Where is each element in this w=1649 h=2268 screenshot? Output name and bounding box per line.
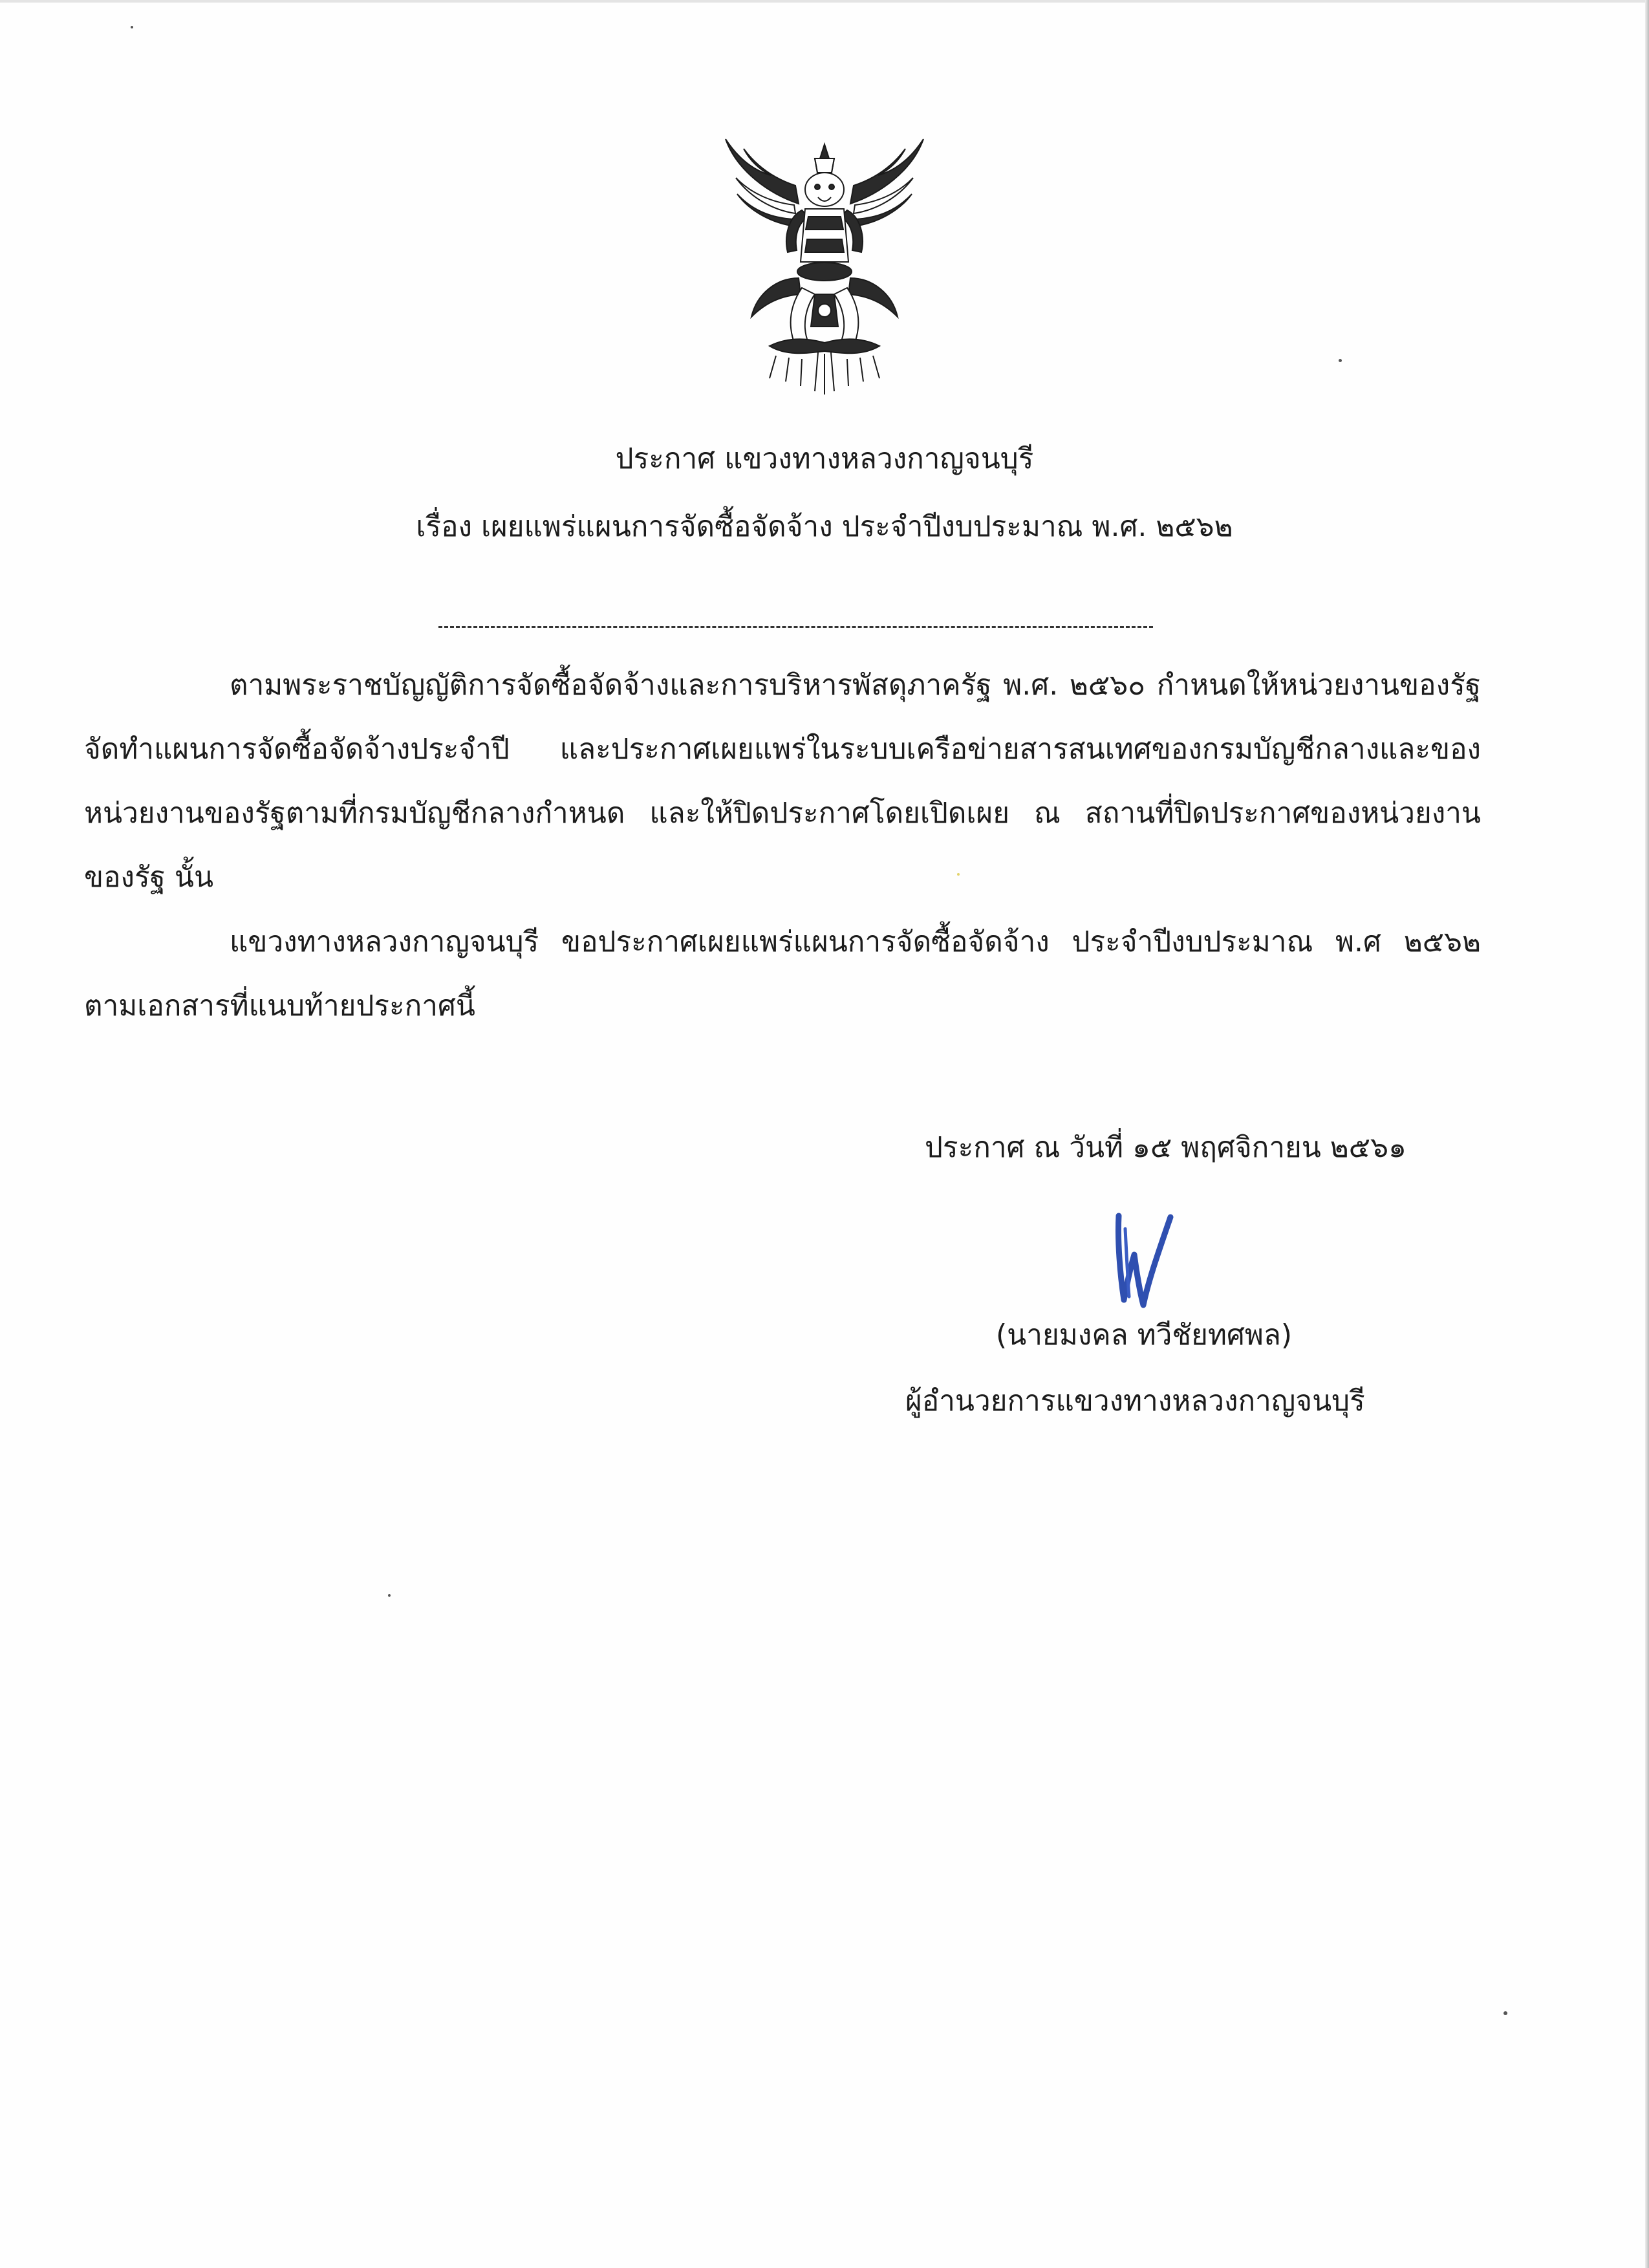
scan-speck [1339,359,1342,362]
handwritten-signature [1106,1203,1183,1313]
signer-name: (นายมงคล ทวีชัยทศพล) [996,1319,1293,1352]
announcement-subject: เรื่อง เผยแพร่แผนการจัดซื้อจัดจ้าง ประจำปีงบประมาณ พ.ศ. ๒๕๖๒ [416,510,1233,543]
scan-speck [957,873,960,876]
scan-speck [131,26,133,28]
body-paragraph-2: แขวงทางหลวงกาญจนบุรี ขอประกาศเผยแพร่แผนการจัดซื้อจัดจ้าง ประจำปีงบประมาณ พ.ศ ๒๕๖๒ ตามเอกสารที่แนบท้ายประกาศนี้ [84,925,1481,1022]
page-right-edge [1645,0,1649,2268]
garuda-emblem [711,133,938,398]
page-top-edge [0,0,1649,3]
announcement-heading: ประกาศ แขวงทางหลวงกาญจนบุรี [615,442,1034,475]
dashed-divider [438,626,1153,628]
scan-speck [1503,2011,1507,2015]
scan-speck [388,1594,391,1597]
signer-position: ผู้อำนวยการแขวงทางหลวงกาญจนบุรี [905,1385,1365,1418]
announcement-date: ประกาศ ณ วันที่ ๑๕ พฤศจิกายน ๒๕๖๑ [925,1131,1406,1164]
body-paragraph-1: ตามพระราชบัญญัติการจัดซื้อจัดจ้างและการบริหารพัสดุภาครัฐ พ.ศ. ๒๕๖๐ กำหนดให้หน่วยงานของรัฐ จัดทำแผนการจัดซื้อจัดจ้างประจำปี และประกาศเผยแพร่ในระบบเครือข่ายสารสนเทศของกรมบัญชีกลางและของหน่วยงานของรัฐตามที่กรมบัญชีกลางกำหนด และให้ปิดประกาศโดยเปิดเผย ณ สถานที่ปิดประกาศของหน่วยงานของรัฐ นั้น [84,669,1481,894]
